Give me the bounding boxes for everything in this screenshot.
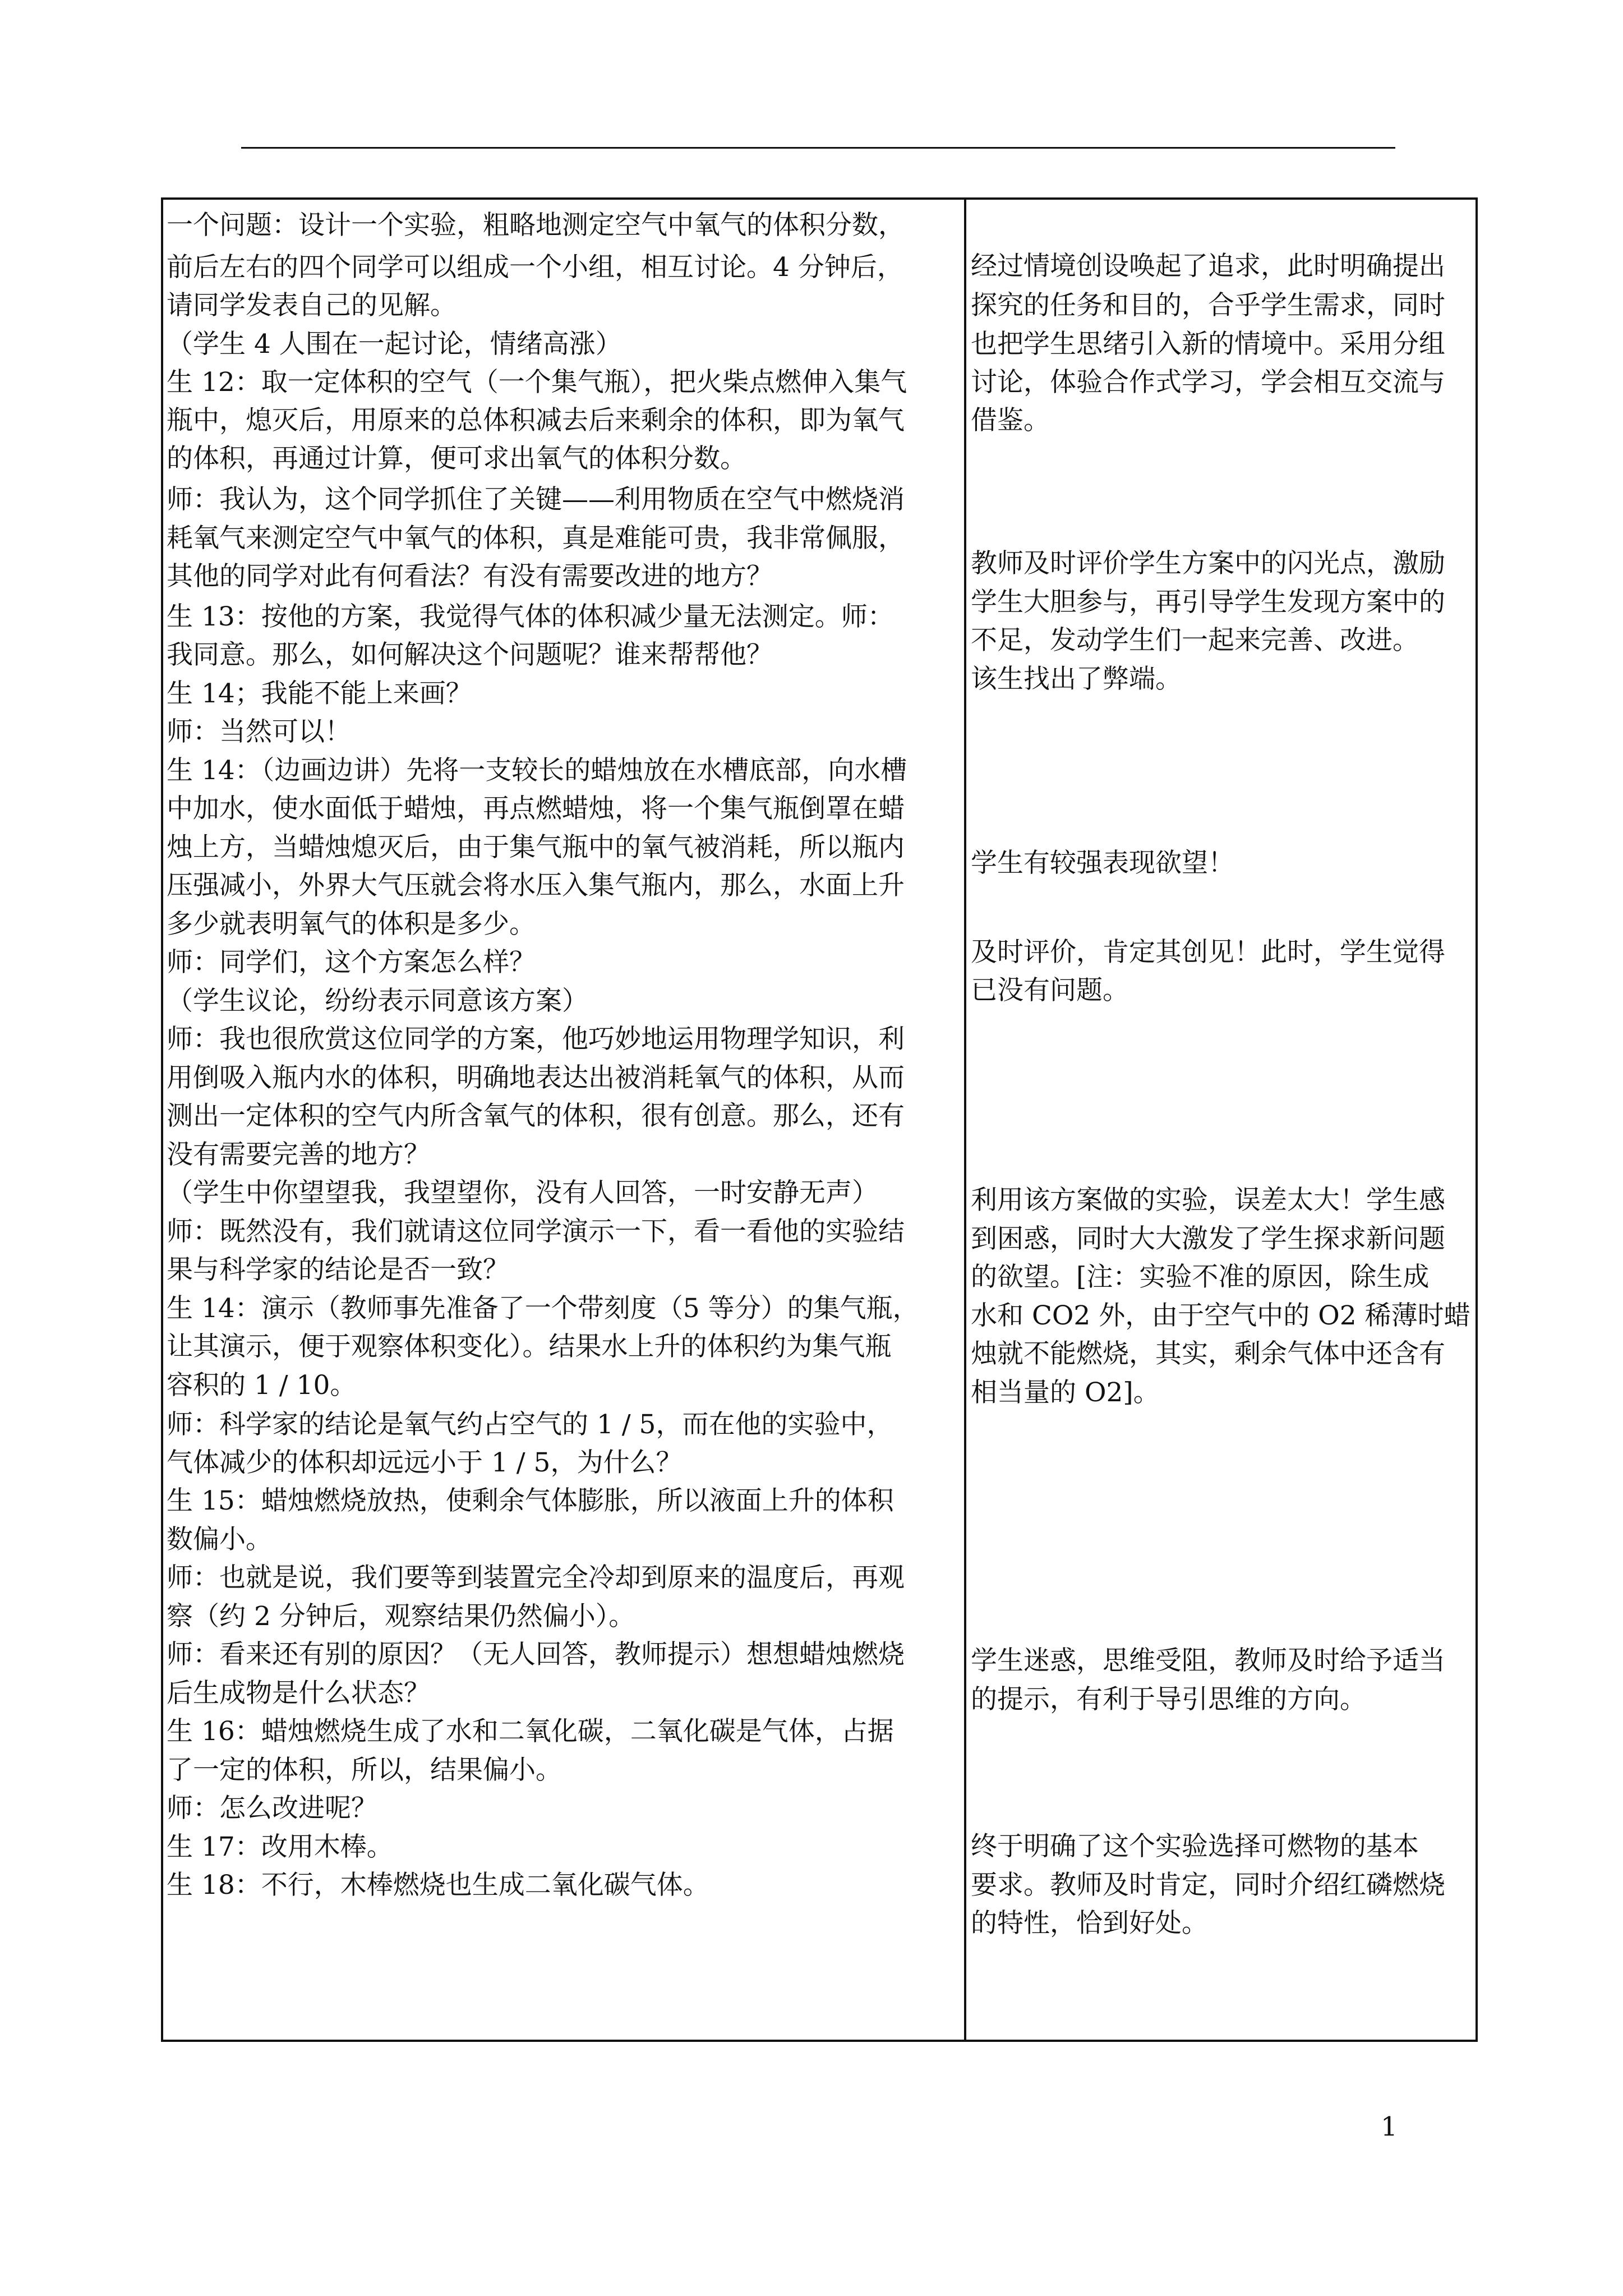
dialogue-line: 生 18：不行，木棒燃烧也生成二氧化碳气体。 (167, 1870, 709, 1901)
commentary-line: 的提示，有利于导引思维的方向。 (971, 1684, 1366, 1715)
dialogue-line: 果与科学家的结论是否一致？ (167, 1254, 509, 1285)
dialogue-line: 师：也就是说，我们要等到装置完全冷却到原来的温度后，再观 (167, 1562, 905, 1593)
dialogue-line: 生 16：蜡烛燃烧生成了水和二氧化碳，二氧化碳是气体，占据 (167, 1716, 894, 1747)
commentary-line: 要求。教师及时肯定，同时介绍红磷燃烧 (971, 1870, 1445, 1901)
commentary-line: 学生迷惑，思维受阻，教师及时给予适当 (971, 1645, 1445, 1676)
commentary-line: 已没有问题。 (971, 975, 1129, 1006)
commentary-line: 该生找出了弊端。 (971, 664, 1182, 694)
dialogue-line: 的体积，再通过计算，便可求出氧气的体积分数。 (167, 443, 746, 474)
dialogue-line: 数偏小。 (167, 1524, 272, 1555)
dialogue-line: 师：我也很欣赏这位同学的方案，他巧妙地运用物理学知识，利 (167, 1024, 905, 1055)
commentary-line: 探究的任务和目的，合乎学生需求，同时 (971, 290, 1445, 321)
dialogue-line: 瓶中，熄灭后，用原来的总体积减去后来剩余的体积，即为氧气 (167, 405, 905, 436)
commentary-line: 经过情境创设唤起了追求，此时明确提出 (971, 251, 1445, 282)
dialogue-line: （学生 4 人围在一起讨论，情绪高涨） (167, 329, 622, 360)
dialogue-line: 师：怎么改进呢？ (167, 1793, 377, 1824)
dialogue-line: 生 14：（边画边讲）先将一支较长的蜡烛放在水槽底部，向水槽 (167, 755, 907, 786)
commentary-line: 烛就不能燃烧，其实，剩余气体中还含有 (971, 1338, 1445, 1369)
dialogue-line: 测出一定体积的空气内所含氧气的体积，很有创意。那么，还有 (167, 1101, 905, 1131)
dialogue-line: 没有需要完善的地方？ (167, 1139, 430, 1170)
dialogue-line: 我同意。那么，如何解决这个问题呢？谁来帮帮他？ (167, 639, 773, 670)
dialogue-line: 察（约 2 分钟后，观察结果仍然偏小）。 (167, 1601, 635, 1632)
dialogue-line: 生 17：改用木棒。 (167, 1832, 393, 1862)
dialogue-line: 师：科学家的结论是氧气约占空气的 1 / 5，而在他的实验中， (167, 1409, 893, 1440)
dialogue-line: 中加水，使水面低于蜡烛，再点燃蜡烛，将一个集气瓶倒罩在蜡 (167, 793, 905, 824)
commentary-line: 学生大胆参与，再引导学生发现方案中的 (971, 587, 1445, 618)
commentary-line: 水和 CO2 外，由于空气中的 O2 稀薄时蜡 (971, 1300, 1470, 1331)
dialogue-line: 用倒吸入瓶内水的体积，明确地表达出被消耗氧气的体积，从而 (167, 1062, 905, 1093)
dialogue-line: 生 14：演示（教师事先准备了一个带刻度（5 等分）的集气瓶， (167, 1293, 919, 1324)
column-divider (964, 200, 966, 2040)
commentary-line: 的特性，恰到好处。 (971, 1908, 1208, 1939)
dialogue-line: 请同学发表自己的见解。 (167, 290, 457, 321)
dialogue-line: 师：既然没有，我们就请这位同学演示一下，看一看他的实验结 (167, 1216, 905, 1247)
dialogue-line: （学生中你望望我，我望望你，没有人回答，一时安静无声） (167, 1177, 878, 1208)
header-rule (241, 147, 1395, 149)
dialogue-line: 生 12：取一定体积的空气（一个集气瓶），把火柴点燃伸入集气 (167, 367, 907, 398)
dialogue-line: 师：同学们，这个方案怎么样？ (167, 947, 536, 978)
dialogue-line: 压强减小，外界大气压就会将水压入集气瓶内，那么，水面上升 (167, 870, 905, 901)
commentary-line: 到困惑，同时大大激发了学生探求新问题 (971, 1223, 1445, 1254)
dialogue-line: 师：我认为，这个同学抓住了关键——利用物质在空气中燃烧消 (167, 484, 905, 515)
dialogue-line: 前后左右的四个同学可以组成一个小组，相互讨论。4 分钟后， (167, 252, 903, 283)
dialogue-line: 后生成物是什么状态？ (167, 1678, 430, 1709)
commentary-line: 也把学生思绪引入新的情境中。采用分组 (971, 329, 1445, 360)
dialogue-line: 烛上方，当蜡烛熄灭后，由于集气瓶中的氧气被消耗，所以瓶内 (167, 832, 905, 863)
teaching-commentary-column (971, 200, 1473, 2040)
commentary-line: 及时评价，肯定其创见！此时，学生觉得 (971, 937, 1445, 968)
commentary-line: 的欲望。[注：实验不准的原因，除生成 (971, 1262, 1430, 1292)
dialogue-line: 一个问题：设计一个实验，粗略地测定空气中氧气的体积分数， (167, 210, 905, 241)
page-number: 1 (1381, 2111, 1398, 2142)
dialogue-line: 生 15：蜡烛燃烧放热，使剩余气体膨胀，所以液面上升的体积 (167, 1485, 894, 1516)
lesson-table (161, 197, 1478, 2042)
dialogue-line: 师：当然可以！ (167, 716, 351, 747)
dialogue-line: 容积的 1 / 10。 (167, 1370, 357, 1401)
commentary-line: 讨论，体验合作式学习，学会相互交流与 (971, 367, 1445, 398)
dialogue-line: 生 14；我能不能上来画？ (167, 678, 472, 709)
commentary-line: 学生有较强表现欲望！ (971, 848, 1234, 878)
dialogue-line: 其他的同学对此有何看法？有没有需要改进的地方？ (167, 561, 773, 592)
dialogue-line: 让其演示，便于观察体积变化）。结果水上升的体积约为集气瓶 (167, 1331, 892, 1362)
dialogue-line: 师：看来还有别的原因？（无人回答，教师提示）想想蜡烛燃烧 (167, 1639, 905, 1670)
commentary-line: 教师及时评价学生方案中的闪光点，激励 (971, 548, 1445, 579)
commentary-line: 利用该方案做的实验，误差太大！学生感 (971, 1185, 1445, 1216)
commentary-line: 相当量的 O2]。 (971, 1377, 1160, 1408)
commentary-line: 不足，发动学生们一起来完善、改进。 (971, 625, 1419, 656)
dialogue-line: 生 13：按他的方案，我觉得气体的体积减少量无法测定。师： (167, 601, 894, 632)
dialogue-line: （学生议论，纷纷表示同意该方案） (167, 986, 588, 1016)
dialogue-line: 气体减少的体积却远远小于 1 / 5，为什么？ (167, 1447, 683, 1478)
dialogue-line: 耗氧气来测定空气中氧气的体积，真是难能可贵，我非常佩服， (167, 523, 905, 554)
commentary-line: 终于明确了这个实验选择可燃物的基本 (971, 1831, 1419, 1862)
dialogue-line: 了一定的体积，所以，结果偏小。 (167, 1755, 562, 1786)
dialogue-line: 多少就表明氧气的体积是多少。 (167, 909, 536, 940)
commentary-line: 借鉴。 (971, 405, 1050, 436)
lesson-dialogue-column (167, 200, 961, 2040)
